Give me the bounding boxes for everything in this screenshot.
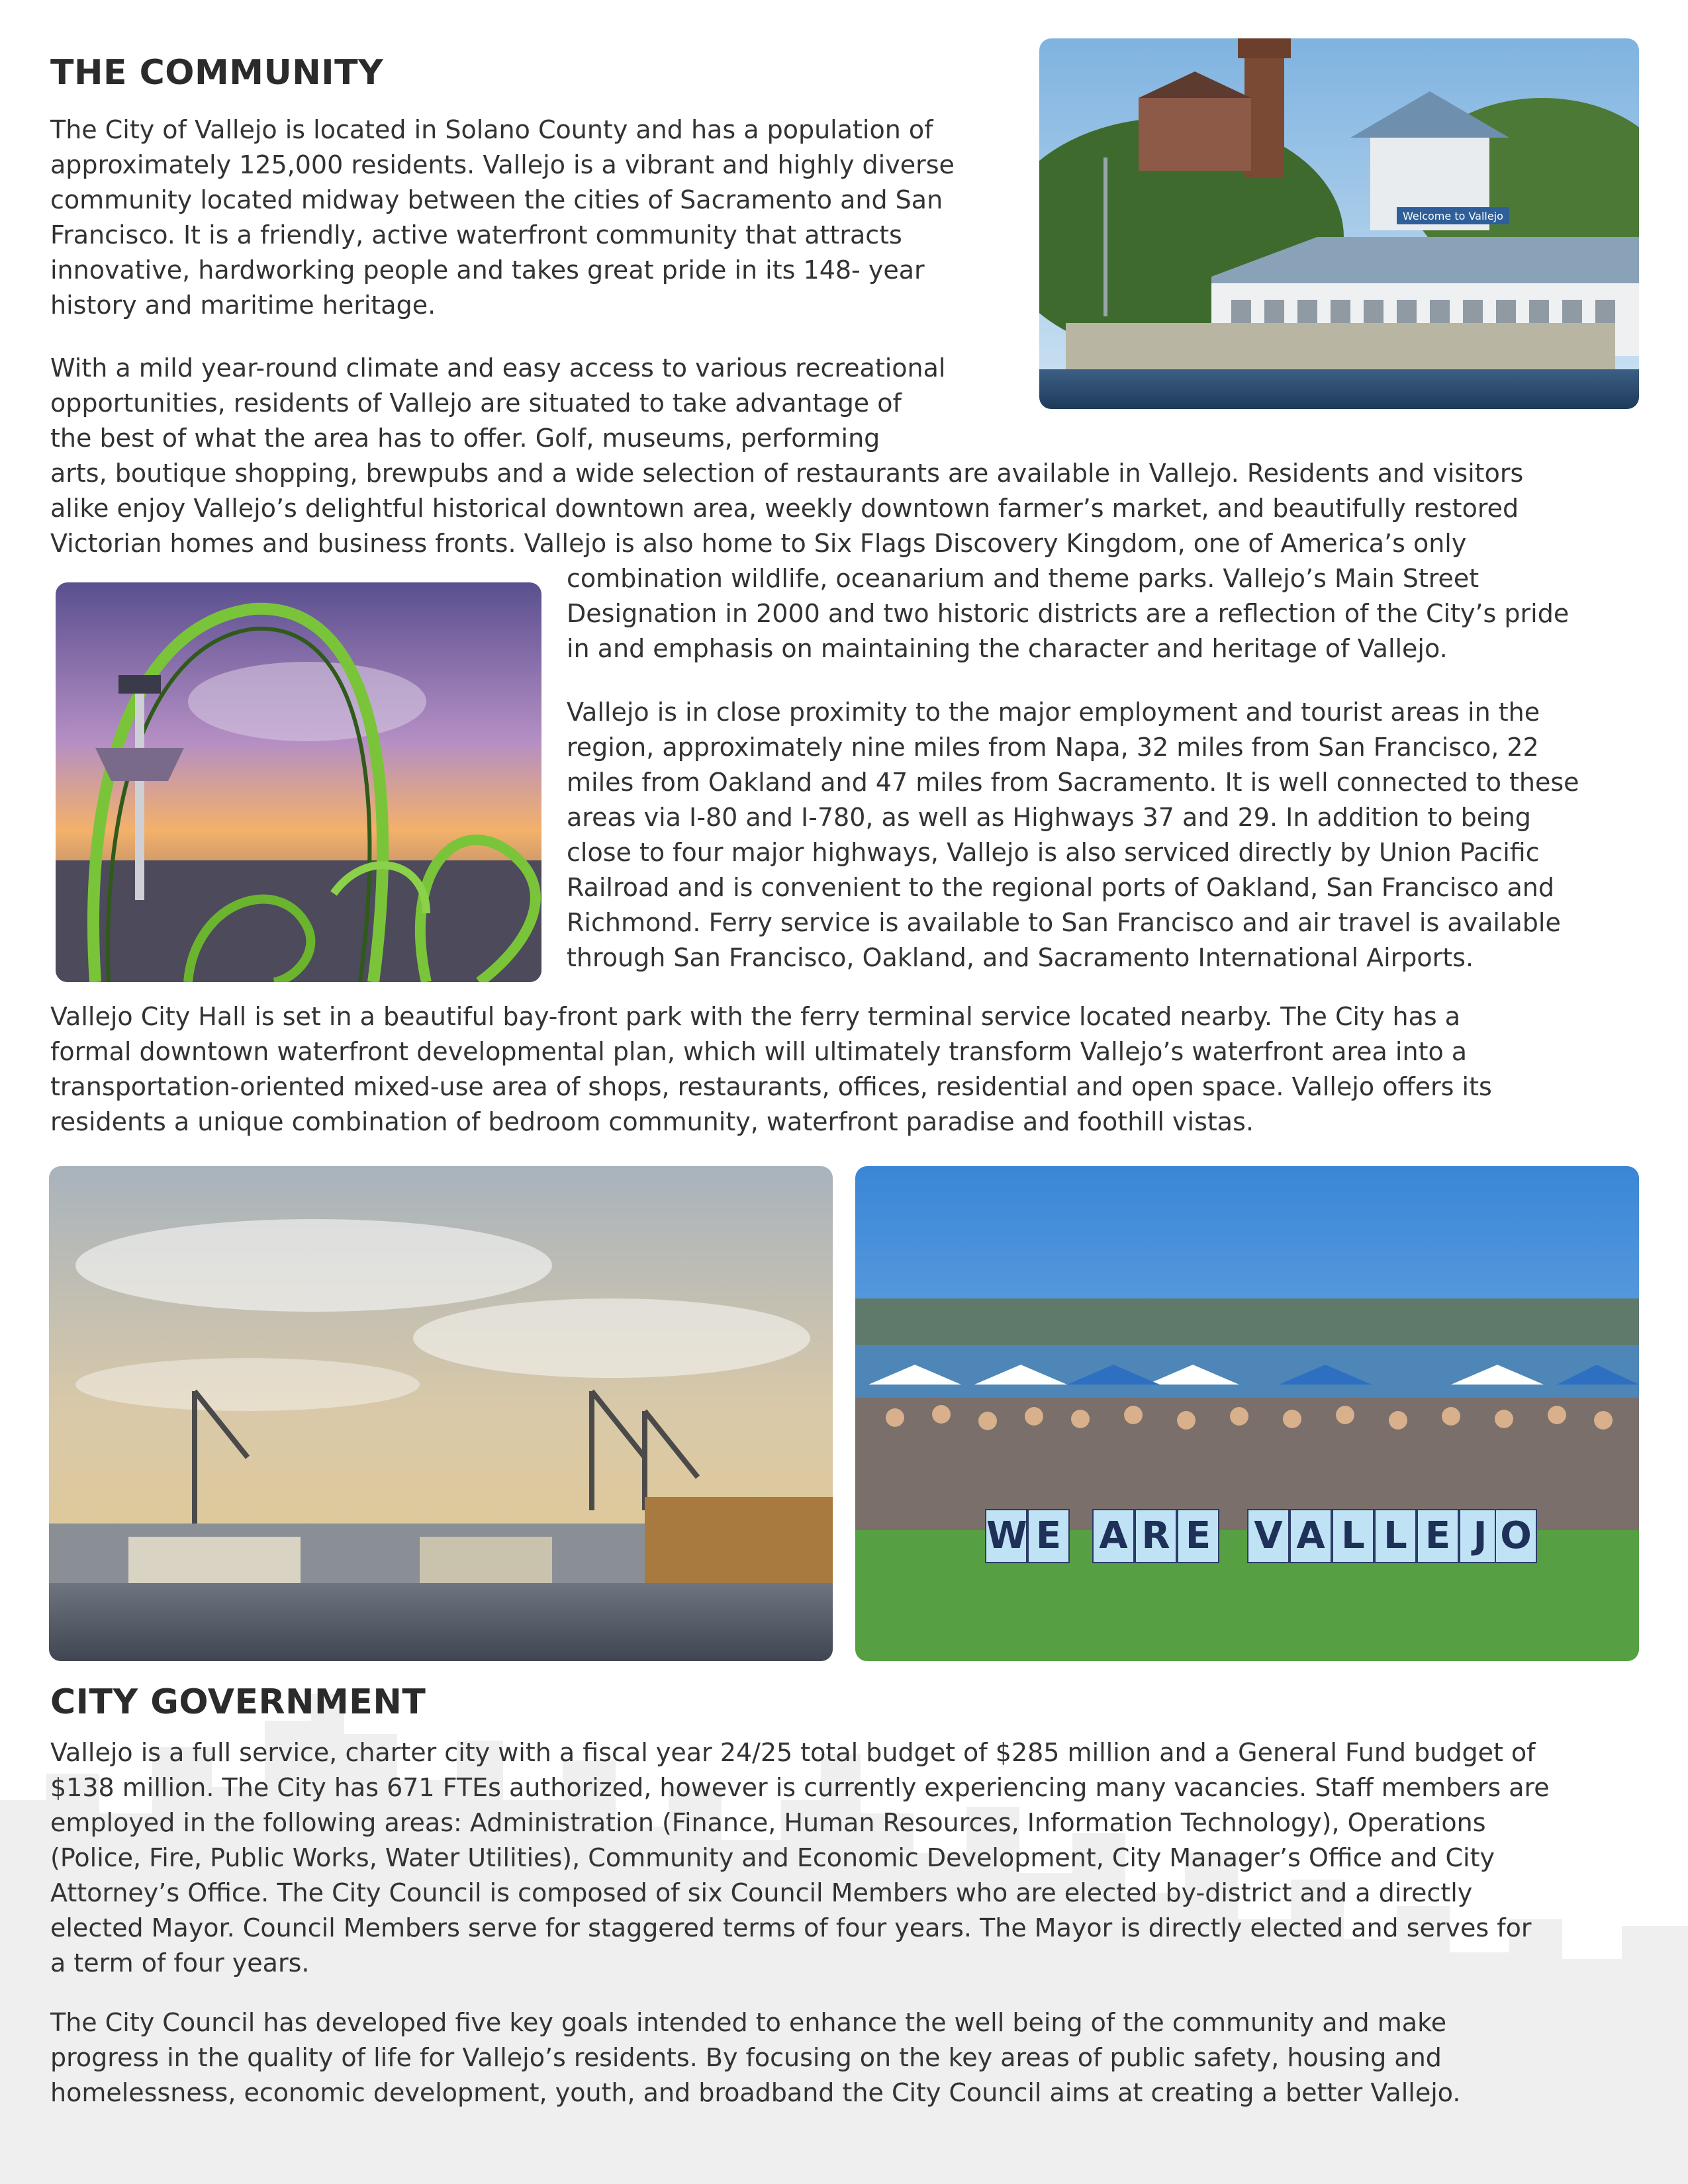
text-line: Vallejo City Hall is set in a beautiful bay-front park with the ferry terminal service located nearby. The City has a	[50, 1002, 1461, 1031]
text-line: a term of four years.	[50, 1948, 310, 1978]
text-line: The City of Vallejo is located in Solano County and has a population of	[50, 115, 933, 144]
text-line: community located midway between the cities of Sacramento and San	[50, 185, 943, 214]
text-line: Vallejo is in close proximity to the major employment and tourist areas in the	[567, 698, 1540, 727]
text-line: close to four major highways, Vallejo is also serviced directly by Union Pacific	[567, 838, 1540, 867]
sign-letter: O	[1495, 1509, 1537, 1563]
text-line: With a mild year-round climate and easy access to various recreational	[50, 353, 946, 383]
sign-letter: R	[1135, 1509, 1177, 1563]
text-line: region, approximately nine miles from Napa, 32 miles from San Francisco, 22	[567, 733, 1539, 762]
community-paragraph-4	[50, 999, 1492, 1140]
sign-letter: A	[1289, 1509, 1332, 1563]
welcome-sign-text: Welcome to Vallejo	[1403, 210, 1503, 222]
we-are-vallejo-sign	[985, 1509, 1537, 1563]
text-line: miles from Oakland and 47 miles from Sacramento. It is well connected to these	[567, 768, 1579, 797]
text-line: Victorian homes and business fronts. Vallejo is also home to Six Flags Discovery Kingdom, one of America’s only	[50, 529, 1467, 558]
text-line: opportunities, residents of Vallejo are situated to take advantage of	[50, 388, 902, 418]
text-line: Francisco. It is a friendly, active waterfront community that attracts	[50, 220, 902, 250]
text-line: homelessness, economic development, youth, and broadband the City Council aims at creating a better Vallejo.	[50, 2078, 1461, 2107]
roller-coaster-photo	[56, 582, 541, 982]
text-line: alike enjoy Vallejo’s delightful historical downtown area, weekly downtown farmer’s market, and beautifully restored	[50, 494, 1519, 523]
sign-letter: W	[985, 1509, 1027, 1563]
government-paragraph-2	[50, 2005, 1460, 2111]
text-line: in and emphasis on maintaining the character and heritage of Vallejo.	[567, 634, 1448, 663]
text-line: residents a unique combination of bedroom community, waterfront paradise and foothill vistas.	[50, 1107, 1254, 1136]
text-line: progress in the quality of life for Vallejo’s residents. By focusing on the key areas of public safety, housing and	[50, 2043, 1442, 2072]
government-heading: CITY GOVERNMENT	[50, 1682, 426, 1722]
text-line: Attorney’s Office. The City Council is composed of six Council Members who are elected by-district and a directly	[50, 1878, 1473, 1907]
we-are-vallejo-photo	[855, 1166, 1639, 1661]
text-line: innovative, hardworking people and takes great pride in its 148- year	[50, 255, 925, 285]
text-line: Railroad and is convenient to the regional ports of Oakland, San Francisco and	[567, 873, 1554, 902]
text-line: combination wildlife, oceanarium and theme parks. Vallejo’s Main Street	[567, 564, 1479, 593]
sign-letter: V	[1247, 1509, 1289, 1563]
sign-letter: E	[1177, 1509, 1219, 1563]
text-line: history and maritime heritage.	[50, 291, 436, 320]
text-line: elected Mayor. Council Members serve for staggered terms of four years. The Mayor is directly elected and serves for	[50, 1913, 1532, 1942]
text-line: Richmond. Ferry service is available to San Francisco and air travel is available	[567, 908, 1561, 937]
government-paragraph-1	[50, 1735, 1550, 1981]
sign-letter: L	[1332, 1509, 1374, 1563]
text-line: formal downtown waterfront developmental plan, which will ultimately transform Vallejo’s waterfront area into a	[50, 1037, 1468, 1066]
text-line: The City Council has developed five key goals intended to enhance the well being of the community and make	[50, 2008, 1447, 2037]
text-line: employed in the following areas: Administration (Finance, Human Resources, Information Technology), Operations	[50, 1808, 1486, 1837]
text-line: Vallejo is a full service, charter city with a fiscal year 24/25 total budget of $285 million and a General Fund budget of	[50, 1738, 1536, 1767]
community-heading: THE COMMUNITY	[50, 53, 384, 93]
text-line: transportation-oriented mixed-use area of shops, restaurants, offices, residential and open space. Vallejo offers its	[50, 1072, 1492, 1101]
community-paragraph-1	[50, 113, 955, 323]
text-line: $138 million. The City has 671 FTEs authorized, however is currently experiencing many vacancies. Staff members are	[50, 1773, 1550, 1802]
text-line: (Police, Fire, Public Works, Water Utilities), Community and Economic Development, City Manager’s Office and City	[50, 1843, 1495, 1872]
text-line: areas via I-80 and I-780, as well as Highways 37 and 29. In addition to being	[567, 803, 1531, 832]
text-line: Designation in 2000 and two historic districts are a reflection of the City’s pride	[567, 599, 1570, 628]
community-paragraph-3	[567, 695, 1579, 976]
text-line: the best of what the area has to offer. Golf, museums, performing	[50, 424, 880, 453]
text-line: approximately 125,000 residents. Vallejo is a vibrant and highly diverse	[50, 150, 955, 179]
shipyard-photo	[49, 1166, 833, 1661]
sign-letter: L	[1374, 1509, 1417, 1563]
ferry-terminal-photo	[1039, 38, 1639, 409]
sign-letter: E	[1417, 1509, 1459, 1563]
sign-letter: J	[1459, 1509, 1501, 1563]
text-line: arts, boutique shopping, brewpubs and a wide selection of restaurants are available in Vallejo. Residents and visitors	[50, 459, 1524, 488]
text-line: through San Francisco, Oakland, and Sacramento International Airports.	[567, 943, 1474, 972]
sign-letter: E	[1027, 1509, 1070, 1563]
sign-letter: A	[1092, 1509, 1135, 1563]
